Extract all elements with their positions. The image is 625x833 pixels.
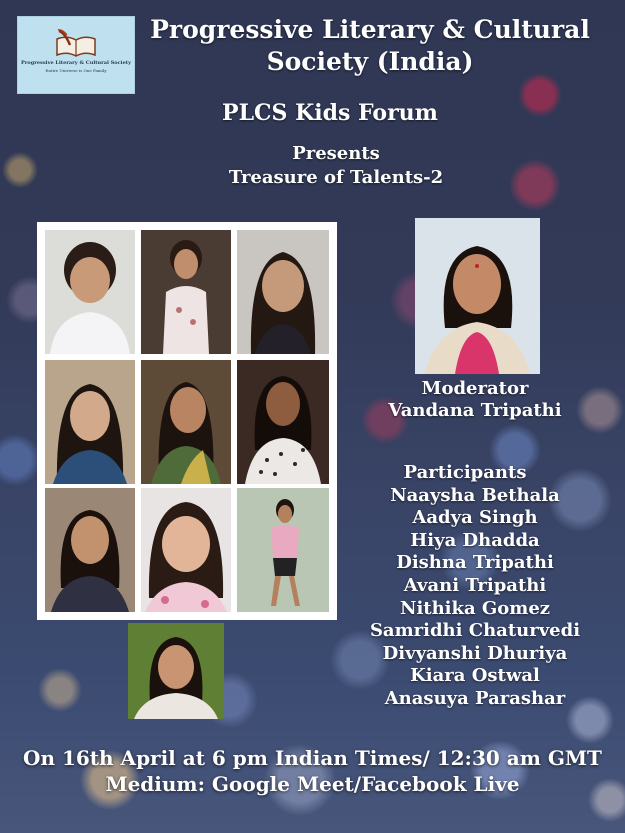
forum-title: PLCS Kids Forum: [222, 100, 438, 126]
event-details: [0, 745, 625, 797]
moderator-name: Vandana Tripathi: [388, 400, 562, 421]
society-title-line-1: Progressive Literary & Cultural: [150, 15, 590, 44]
moderator-label: Moderator: [421, 378, 529, 399]
participant-name: Dishna Tripathi: [396, 552, 554, 574]
participant-photo: [45, 488, 135, 612]
presents-label: Presents: [292, 143, 380, 164]
participant-name: Nithika Gomez: [399, 597, 551, 619]
moderator-section: [360, 378, 590, 422]
participant-photo: [141, 230, 231, 354]
participants-label: Participants: [403, 462, 527, 483]
event-datetime: On 16th April at 6 pm Indian Times/ 12:30 am GMT: [23, 746, 602, 770]
participant-name: Divyanshi Dhuriya: [382, 642, 568, 664]
participant-photo: [45, 360, 135, 484]
moderator-photo: [415, 218, 540, 374]
logo-motto: Entire Universe is One Family: [45, 68, 107, 73]
participant-photo: [141, 360, 231, 484]
participant-photo: [141, 488, 231, 612]
book-and-quill-icon: [53, 29, 99, 57]
participants-list: [350, 462, 600, 711]
participant-name: Aadya Singh: [412, 507, 538, 529]
participant-photo: [237, 488, 329, 612]
participant-name: Anasuya Parashar: [384, 687, 566, 709]
participant-photo: [45, 230, 135, 354]
participant-name: Naaysha Bethala: [390, 484, 560, 506]
participant-photo: [237, 230, 329, 354]
event-name: Treasure of Talents-2: [228, 167, 444, 188]
logo-society-name: Progressive Literary & Cultural Society: [21, 60, 131, 66]
participant-photo: [128, 623, 224, 719]
event-heading: [0, 142, 625, 190]
society-logo: [17, 16, 135, 94]
participant-name: Samridhi Chaturvedi: [369, 620, 581, 642]
participant-name: Kiara Ostwal: [410, 665, 540, 687]
participant-name: Avani Tripathi: [403, 574, 547, 596]
participants-photo-collage: [37, 222, 337, 620]
participant-photo: [237, 360, 329, 484]
society-title: [140, 14, 600, 78]
participant-name: Hiya Dhadda: [410, 529, 540, 551]
event-medium: Medium: Google Meet/Facebook Live: [105, 772, 520, 796]
society-title-line-2: Society (India): [266, 47, 474, 76]
